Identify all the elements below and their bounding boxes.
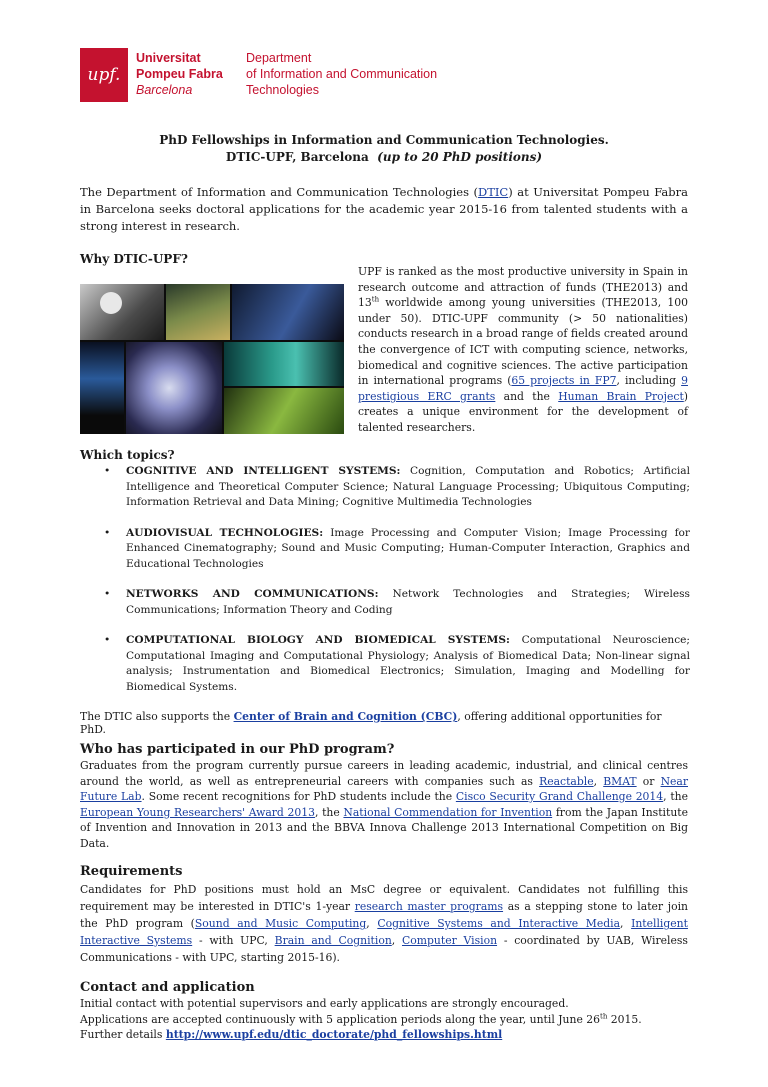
- title-location: DTIC-UPF, Barcelona: [225, 150, 369, 164]
- bmat-link[interactable]: BMAT: [603, 774, 637, 788]
- erc-grants-link[interactable]: 9 prestigious ERC grants: [358, 374, 688, 403]
- requirements-text-1: Candidates for PhD positions must hold an MsC degree or equivalent. Candidates not fulfilling this requirement may be interested in DTIC's 1-year: [80, 883, 688, 913]
- contact-line-2: [80, 1012, 688, 1028]
- cisco-challenge-link[interactable]: Cisco Security Grand Challenge 2014: [455, 790, 664, 804]
- cognitive-systems-link[interactable]: Cognitive Systems and Interactive Media: [377, 917, 621, 930]
- reactable-link[interactable]: Reactable: [539, 774, 594, 788]
- dept-line-2: of Information and Communication: [246, 67, 438, 81]
- title-line-2: [80, 149, 688, 166]
- topic-text: Computational Neuroscience; Computational Imaging and Computational Physiology; Analysis of Biomedical Data; Non-linear signal analysis; Instrumentation and Biomedical Electronics; Simulation, Imaging and Modelling for Biomedical Systems.: [126, 634, 690, 693]
- robot-photo: [80, 284, 164, 340]
- bullet-icon: •: [104, 634, 111, 646]
- requirements-text-3: ,: [366, 917, 378, 930]
- topic-item-audiovisual: [100, 526, 690, 573]
- intelligent-systems-link[interactable]: Intelligent Interactive Systems: [80, 917, 688, 947]
- signal-data-photo: [224, 342, 344, 386]
- participated-text-7: from the Japan Institute of Invention and Innovation in 2013 and the BBVA Innova Challenge 2013 International Competition on Big Data.: [80, 805, 689, 850]
- contact-line-1: Initial contact with potential supervisors and early applications are strongly encouraged.: [80, 997, 569, 1010]
- uni-line-2: Pompeu Fabra: [136, 67, 223, 81]
- visualization-photo: [232, 284, 344, 340]
- hand-interaction-photo: [126, 342, 222, 434]
- waveform-photo: [224, 388, 344, 434]
- contact-superscript: th: [600, 1011, 608, 1020]
- topic-text: Image Processing and Computer Vision; Image Processing for Enhanced Cinematography; Sound and Music Computing; Human-Computer Interaction, Graphics and Educational Technologies: [126, 526, 690, 570]
- page-title: [80, 132, 688, 166]
- why-text-3: , including: [616, 374, 682, 388]
- bullet-icon: •: [104, 465, 111, 477]
- topic-title: NETWORKS AND COMMUNICATIONS:: [126, 588, 379, 600]
- computer-vision-link[interactable]: Computer Vision: [402, 934, 498, 947]
- immersive-room-photo: [166, 284, 230, 340]
- topic-item-cognitive: [100, 464, 690, 511]
- cbc-link[interactable]: Center of Brain and Cognition (CBC): [233, 710, 458, 723]
- dept-line-3: Technologies: [246, 83, 319, 97]
- contact-line-2-text: Applications are accepted continuously with 5 application periods along the year, until June 26: [80, 1012, 601, 1026]
- contact-heading: Contact and application: [80, 980, 255, 995]
- device-photo: [80, 342, 124, 434]
- why-superscript: th: [371, 295, 380, 304]
- national-commendation-link[interactable]: National Commendation for Invention: [343, 805, 553, 819]
- participated-text-2: ,: [593, 774, 604, 788]
- brain-cognition-link[interactable]: Brain and Cognition: [274, 934, 392, 947]
- participated-text-6: , the: [314, 805, 344, 819]
- why-text-4: and the: [495, 389, 559, 403]
- topic-text: Network Technologies and Strategies; Wireless Communications; Information Theory and Coding: [126, 588, 690, 616]
- why-text-2: worldwide among young universities (THE2013, 100 under 50). DTIC-UPF community (> 50 nationalities) conducts research in a broad range of fields created around the convergence of ICT with computing science, networks, biomedical and cognitive sciences. The active participation in international programs (: [358, 296, 688, 388]
- bullet-icon: •: [104, 526, 111, 539]
- contact-line-3-text: Further details: [80, 1028, 166, 1041]
- uni-line-3: Barcelona: [136, 83, 193, 97]
- requirements-text-6: ,: [391, 934, 402, 947]
- requirements-text-2: as a stepping stone to later join the PhD program (: [80, 900, 688, 930]
- title-line-1: PhD Fellowships in Information and Communication Technologies.: [159, 133, 609, 147]
- research-photo-collage: [80, 284, 344, 434]
- bullet-icon: •: [104, 588, 111, 600]
- dept-line-1: Department: [246, 51, 312, 65]
- dtic-support-line: [80, 710, 690, 736]
- dtic-support-text-2: , offering additional opportunities for PhD.: [80, 710, 662, 736]
- uni-line-1: Universitat: [136, 51, 201, 65]
- participated-text-5: , the: [663, 790, 689, 804]
- human-brain-project-link[interactable]: Human Brain Project: [558, 389, 684, 403]
- why-text-1: UPF is ranked as the most productive university in Spain in research outcome and attraction of funds (THE2013) and 13: [358, 265, 688, 310]
- upf-logo: [80, 48, 128, 102]
- logo-text: upf.: [87, 65, 121, 85]
- requirements-heading: Requirements: [80, 864, 183, 879]
- requirements-text-4: ,: [620, 917, 632, 930]
- topic-item-biology: [100, 633, 690, 695]
- dtic-support-text-1: The DTIC also supports the: [80, 710, 234, 723]
- research-master-link[interactable]: research master programs: [354, 900, 504, 913]
- participated-heading: Who has participated in our PhD program?: [80, 742, 395, 757]
- participated-text-1: Graduates from the program currently pursue careers in leading academic, industrial, and clinical centres around the world, as well as entrepreneurial careers with companies such as: [80, 759, 688, 788]
- why-paragraph: [358, 264, 688, 436]
- department-name: [246, 50, 437, 98]
- why-text-5: ) creates a unique environment for the development of talented researchers.: [358, 389, 689, 434]
- topics-list: [100, 464, 690, 710]
- topic-item-networks: [100, 587, 690, 618]
- intro-text-1: The Department of Information and Communication Technologies (: [80, 185, 478, 199]
- near-future-lab-link[interactable]: Near Future Lab: [80, 774, 688, 804]
- robot-head: [100, 292, 122, 314]
- fellowships-url-link[interactable]: http://www.upf.edu/dtic_doctorate/phd_fellowships.html: [165, 1028, 503, 1041]
- participated-text-4: . Some recent recognitions for PhD students include the: [141, 790, 456, 804]
- sound-music-link[interactable]: Sound and Music Computing: [194, 917, 367, 930]
- contact-paragraph: [80, 996, 688, 1043]
- intro-text-2: ) at Universitat Pompeu Fabra in Barcelona seeks doctoral applications for the academic year 2015-16 from talented students with a strong interest in research.: [80, 185, 688, 233]
- requirements-paragraph: [80, 881, 688, 966]
- why-heading: Why DTIC-UPF?: [80, 252, 188, 266]
- topic-title: AUDIOVISUAL TECHNOLOGIES:: [126, 526, 324, 539]
- title-positions: (up to 20 PhD positions): [377, 150, 543, 164]
- requirements-text-7: - coordinated by UAB, Wireless Communications - with UPC, starting 2015-16).: [80, 934, 688, 964]
- fp7-projects-link[interactable]: 65 projects in FP7: [511, 374, 617, 388]
- university-name: [136, 50, 223, 98]
- participated-paragraph: [80, 758, 688, 852]
- topic-title: COGNITIVE AND INTELLIGENT SYSTEMS:: [126, 465, 401, 477]
- topics-heading: Which topics?: [80, 448, 175, 462]
- topic-title: COMPUTATIONAL BIOLOGY AND BIOMEDICAL SYSTEMS:: [126, 634, 510, 646]
- dtic-link[interactable]: DTIC: [478, 185, 509, 199]
- participated-text-3: or: [636, 774, 661, 788]
- european-award-link[interactable]: European Young Researchers' Award 2013: [80, 805, 315, 819]
- contact-line-2-end: 2015.: [607, 1012, 642, 1026]
- contact-line-3: [80, 1027, 688, 1043]
- intro-paragraph: [80, 184, 688, 235]
- page-header: [80, 48, 480, 104]
- requirements-text-5: - with UPC,: [192, 934, 275, 947]
- topic-text: Cognition, Computation and Robotics; Artificial Intelligence and Theoretical Computer Science; Natural Language Processing; Ubiquitous Computing; Information Retrieval and Data Mining; Cognitive Multimedia Technologies: [126, 465, 690, 508]
